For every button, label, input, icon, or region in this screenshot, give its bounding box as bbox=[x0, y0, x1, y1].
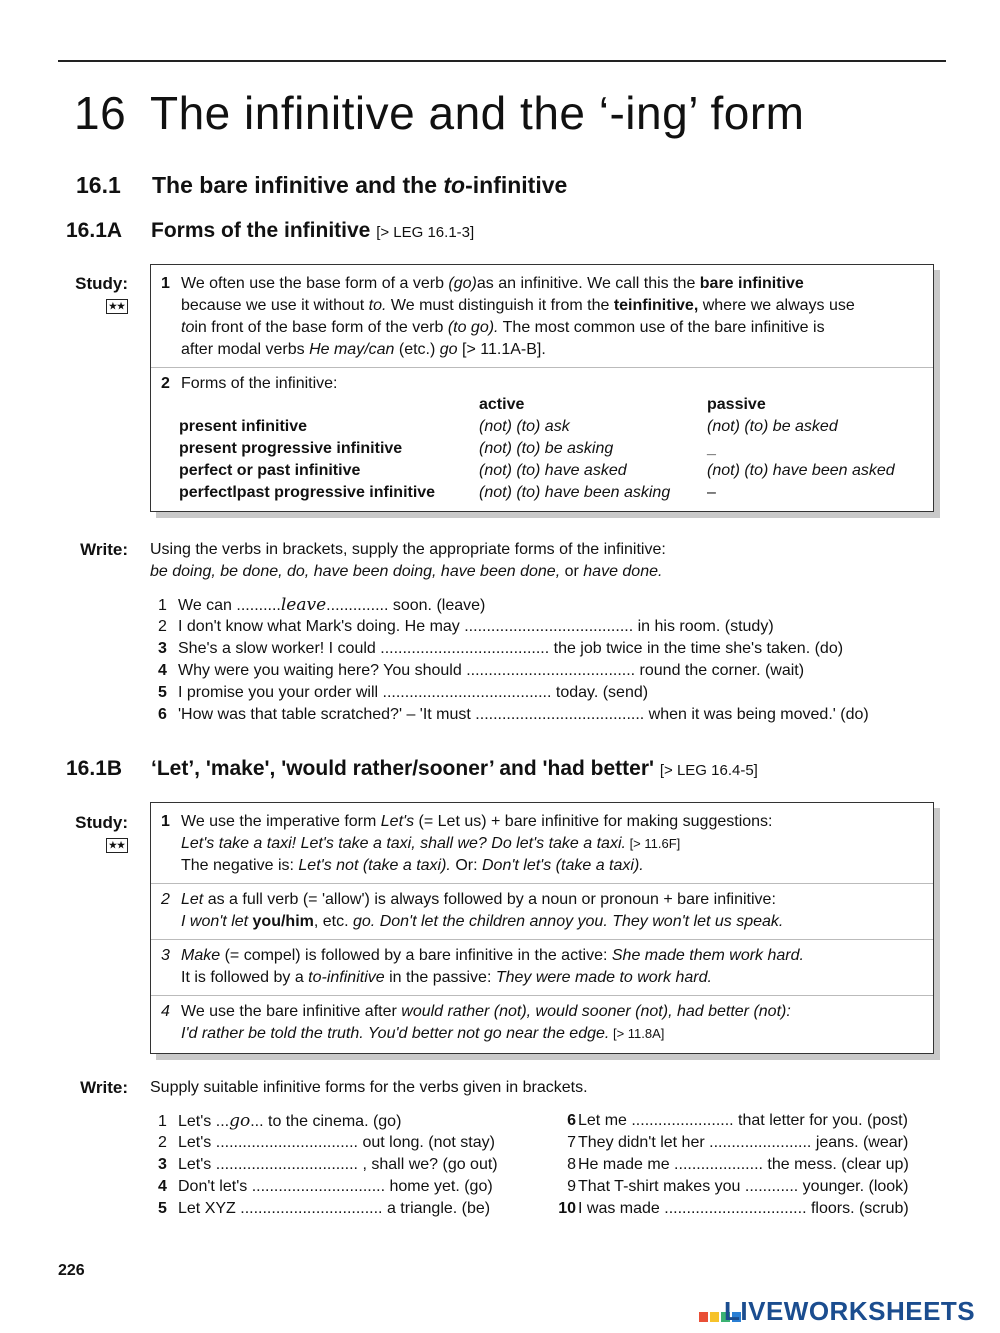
table-row bbox=[179, 418, 895, 440]
text: in front of the base form of the verb bbox=[194, 319, 448, 336]
exercise-a-item-2 bbox=[158, 616, 774, 638]
text: be doing, be done, do, have been doing, have been done, bbox=[150, 563, 561, 580]
form-active: (not) (to) be asking bbox=[479, 440, 614, 457]
item-number: 4 bbox=[158, 1178, 167, 1195]
form-passive: (not) (to) be asked bbox=[707, 418, 838, 435]
text: (etc.) bbox=[394, 341, 440, 358]
write-a-instruction: Using the verbs in brackets, supply the appropriate forms of the infinitive: bbox=[150, 541, 666, 558]
text: I won't let bbox=[181, 913, 253, 930]
text: I'd rather be told the truth. You'd better not go near the edge. bbox=[181, 1025, 610, 1042]
text: She made them work hard. bbox=[611, 947, 804, 964]
exercise-b-item-8 bbox=[548, 1154, 909, 1176]
study-a-p2-title bbox=[161, 373, 338, 395]
text: have done. bbox=[583, 563, 663, 580]
para-number: 4 bbox=[161, 1003, 170, 1020]
study-b-p2-line2 bbox=[181, 911, 783, 933]
subsection-a-title: Forms of the infinitive bbox=[151, 219, 371, 242]
form-name: present infinitive bbox=[179, 418, 308, 435]
section-title-end: -infinitive bbox=[465, 172, 568, 198]
exercise-a-item-5 bbox=[158, 682, 648, 704]
study-b-p2-line1 bbox=[161, 889, 776, 911]
item-text: I promise you your order will bbox=[178, 684, 383, 701]
answer-field[interactable]: ................................ bbox=[664, 1200, 807, 1217]
item-text: , shall we? (go out) bbox=[358, 1156, 498, 1173]
item-text: 'How was that table scratched?' – 'It must bbox=[178, 706, 476, 723]
exercise-b-item-10 bbox=[548, 1198, 909, 1220]
text: after modal verbs bbox=[181, 341, 310, 358]
write-b-instruction: Supply suitable infinitive forms for the verbs given in brackets. bbox=[150, 1079, 588, 1096]
study-b-p3-line2 bbox=[181, 967, 712, 989]
section-title: The bare infinitive and the bbox=[152, 172, 444, 198]
exercise-b-item-5 bbox=[158, 1198, 490, 1220]
answer-field[interactable]: ................................ bbox=[215, 1156, 358, 1173]
form-active: (not) (to) have asked bbox=[479, 462, 627, 479]
form-name: present progressive infinitive bbox=[179, 440, 403, 457]
item-number: 4 bbox=[158, 662, 167, 679]
study-a-p1-line2 bbox=[181, 295, 855, 317]
item-text: Why were you waiting here? You should bbox=[178, 662, 467, 679]
brand-name: LIVEWORKSHEETS bbox=[724, 1296, 976, 1326]
text: as a full verb (= 'allow') is always followed by a noun or pronoun + bare infinitive: bbox=[203, 891, 776, 908]
answer-dots: ... bbox=[250, 1113, 264, 1130]
text: [> 11.8A] bbox=[609, 1026, 665, 1041]
section-number: 16.1 bbox=[76, 172, 121, 198]
form-name: perfect or past infinitive bbox=[179, 462, 361, 479]
text: Let bbox=[181, 891, 204, 908]
answer-field[interactable]: ............ bbox=[744, 1178, 799, 1195]
text: to-infinitive bbox=[308, 969, 385, 986]
item-text: floors. (scrub) bbox=[806, 1200, 909, 1217]
text: as an infinitive. We call this the bbox=[476, 275, 700, 292]
item-text: younger. (look) bbox=[798, 1178, 909, 1195]
text: where we always use bbox=[698, 297, 855, 314]
section-title-to: to bbox=[443, 172, 466, 198]
item-number: 2 bbox=[158, 1134, 167, 1151]
item-number: 6 bbox=[158, 706, 167, 723]
exercise-b-item-7 bbox=[548, 1132, 908, 1154]
study-a-p1-line1 bbox=[161, 273, 804, 295]
item-text: We can bbox=[178, 597, 237, 614]
divider bbox=[151, 883, 933, 884]
item-text: I was made bbox=[578, 1200, 665, 1217]
text: to. bbox=[368, 297, 387, 314]
study-label-b: Study: bbox=[75, 813, 128, 832]
item-text: Let's bbox=[178, 1134, 216, 1151]
text: go. Don't let the children annoy you. They won't let us speak. bbox=[353, 913, 784, 930]
text: in the passive: bbox=[384, 969, 496, 986]
para-number: 1 bbox=[161, 813, 170, 830]
text: would rather (not), would sooner (not), had better (not): bbox=[401, 1003, 791, 1020]
study-box-b bbox=[150, 802, 934, 1054]
form-passive: – bbox=[707, 484, 716, 501]
answer-field[interactable]: go bbox=[229, 1111, 251, 1131]
item-text: today. (send) bbox=[551, 684, 649, 701]
top-rule bbox=[58, 60, 946, 62]
subsection-b-heading bbox=[66, 757, 758, 781]
item-text: a triangle. (be) bbox=[382, 1200, 491, 1217]
exercise-a-item-6 bbox=[158, 704, 869, 726]
text: (= Let us) + bare infinitive for making suggestions: bbox=[414, 813, 773, 830]
para-number: 1 bbox=[161, 275, 170, 292]
item-text: They didn't let her bbox=[578, 1134, 710, 1151]
text: It is followed by a bbox=[181, 969, 309, 986]
item-number: 6 bbox=[567, 1112, 576, 1129]
item-number: 9 bbox=[567, 1178, 576, 1195]
item-text: out long. (not stay) bbox=[358, 1134, 495, 1151]
answer-dots: ... bbox=[215, 1113, 230, 1130]
chapter-title bbox=[74, 86, 805, 140]
exercise-a-item-4 bbox=[158, 660, 804, 682]
para-number: 2 bbox=[161, 891, 170, 908]
divider bbox=[151, 995, 933, 996]
item-text: in his room. (study) bbox=[633, 618, 774, 635]
study-b-p3-line1 bbox=[161, 945, 804, 967]
item-text: That T-shirt makes you bbox=[578, 1178, 745, 1195]
text: bare infinitive bbox=[699, 275, 804, 292]
item-text: She's a slow worker! I could bbox=[178, 640, 381, 657]
form-active: (not) (to) have been asking bbox=[479, 484, 671, 501]
item-text: the job twice in the time she's taken. (do) bbox=[549, 640, 844, 657]
text: or bbox=[560, 563, 584, 580]
text: They were made to work hard. bbox=[495, 969, 712, 986]
infinitive-forms-table bbox=[179, 396, 895, 506]
form-active: (not) (to) ask bbox=[479, 418, 570, 435]
item-text: Don't let's bbox=[178, 1178, 252, 1195]
divider bbox=[151, 367, 933, 368]
text: teinfinitive, bbox=[613, 297, 699, 314]
text: The negative is: bbox=[181, 857, 299, 874]
subsection-b-ref: [> LEG 16.4-5] bbox=[659, 762, 758, 779]
study-b-p4-line1 bbox=[161, 1001, 791, 1023]
text: go bbox=[439, 341, 458, 358]
study-a-p1-line3 bbox=[181, 317, 825, 339]
item-number: 5 bbox=[158, 1200, 167, 1217]
study-b-p4-line2 bbox=[181, 1023, 664, 1045]
text: We use the bare infinitive after bbox=[181, 1003, 402, 1020]
write-label-a: Write: bbox=[80, 540, 128, 559]
subsection-a-ref: [> LEG 16.1-3] bbox=[376, 224, 475, 241]
answer-dots: .............. bbox=[326, 597, 389, 614]
chapter-number: 16 bbox=[74, 87, 127, 139]
item-text: Let XYZ bbox=[178, 1200, 241, 1217]
text: The most common use of the bare infinitive is bbox=[498, 319, 825, 336]
brand-logo[interactable] bbox=[698, 1296, 975, 1327]
answer-field[interactable]: ...................................... bbox=[475, 706, 645, 723]
text: Or: bbox=[450, 857, 482, 874]
item-number: 2 bbox=[158, 618, 167, 635]
item-number: 1 bbox=[158, 597, 167, 614]
study-b-p1-line1 bbox=[161, 811, 772, 833]
header-active: active bbox=[479, 396, 525, 413]
study-b-p1-line2 bbox=[181, 833, 680, 855]
item-text: Let's bbox=[178, 1113, 216, 1130]
item-text: round the corner. (wait) bbox=[635, 662, 805, 679]
subsection-a-number: 16.1A bbox=[66, 219, 123, 242]
chapter-title-text: The infinitive and the ‘-ing’ form bbox=[150, 87, 805, 139]
item-text: the mess. (clear up) bbox=[762, 1156, 909, 1173]
difficulty-stars-b: ★★ bbox=[106, 838, 128, 853]
item-number: 10 bbox=[558, 1200, 576, 1217]
answer-field[interactable]: ...................................... bbox=[466, 662, 636, 679]
exercise-b-item-3 bbox=[158, 1154, 498, 1176]
exercise-b-item-9 bbox=[548, 1176, 909, 1198]
item-text: to the cinema. (go) bbox=[263, 1113, 402, 1130]
text: to bbox=[181, 319, 195, 336]
section-heading bbox=[76, 172, 567, 199]
text: [> 11.1A-B]. bbox=[457, 341, 546, 358]
liveworksheets-icon bbox=[698, 1299, 720, 1323]
subsection-b-number: 16.1B bbox=[66, 757, 123, 780]
exercise-b-item-1 bbox=[158, 1110, 401, 1133]
text: Make bbox=[181, 947, 221, 964]
text: Don't let's (take a taxi). bbox=[481, 857, 644, 874]
para-number: 3 bbox=[161, 947, 170, 964]
text: you/him bbox=[252, 913, 314, 930]
text: because we use it without bbox=[181, 297, 369, 314]
answer-field[interactable]: ...................................... bbox=[382, 684, 552, 701]
write-a-instruction-verbs bbox=[150, 561, 662, 583]
form-name: perfectlpast progressive infinitive bbox=[179, 484, 436, 501]
item-text: that letter for you. (post) bbox=[733, 1112, 908, 1129]
study-box-a bbox=[150, 264, 934, 512]
divider bbox=[151, 939, 933, 940]
answer-field[interactable]: leave bbox=[280, 595, 327, 615]
item-text: home yet. (go) bbox=[385, 1178, 493, 1195]
text: , etc. bbox=[313, 913, 353, 930]
answer-field[interactable]: ....................... bbox=[709, 1134, 812, 1151]
header-empty bbox=[179, 396, 479, 418]
item-text: Let's bbox=[178, 1156, 216, 1173]
answer-field[interactable]: .................... bbox=[674, 1156, 763, 1173]
text: [> 11.6F] bbox=[625, 836, 681, 851]
exercise-b-item-2 bbox=[158, 1132, 495, 1154]
table-row bbox=[179, 484, 895, 506]
item-number: 8 bbox=[567, 1156, 576, 1173]
text: We must distinguish it from the bbox=[386, 297, 614, 314]
form-passive: _ bbox=[707, 440, 716, 457]
item-text: soon. (leave) bbox=[388, 597, 486, 614]
study-a-p1-line4 bbox=[181, 339, 546, 361]
item-text: Let me bbox=[578, 1112, 632, 1129]
answer-field[interactable]: ...................................... bbox=[464, 618, 634, 635]
table-header-row bbox=[179, 396, 895, 418]
form-passive: (not) (to) have been asked bbox=[707, 462, 895, 479]
table-row bbox=[179, 440, 895, 462]
answer-field[interactable]: ................................ bbox=[215, 1134, 358, 1151]
text: We use the imperative form bbox=[181, 813, 381, 830]
item-text: I don't know what Mark's doing. He may bbox=[178, 618, 465, 635]
text: Let's take a taxi! Let's take a taxi, shall we? Do let's take a taxi. bbox=[181, 835, 626, 852]
text: Let's not (take a taxi). bbox=[298, 857, 451, 874]
item-text: when it was being moved.' (do) bbox=[644, 706, 869, 723]
study-label-a: Study: bbox=[75, 274, 128, 293]
text: Forms of the infinitive: bbox=[181, 375, 338, 392]
exercise-a-item-1 bbox=[158, 594, 485, 617]
text: Let's bbox=[380, 813, 415, 830]
difficulty-stars-a: ★★ bbox=[106, 299, 128, 314]
exercise-b-item-4 bbox=[158, 1176, 493, 1198]
item-text: jeans. (wear) bbox=[811, 1134, 909, 1151]
exercise-a-item-3 bbox=[158, 638, 843, 660]
header-passive: passive bbox=[707, 396, 766, 413]
answer-dots: .......... bbox=[236, 597, 281, 614]
text: (go) bbox=[448, 275, 477, 292]
text: We often use the base form of a verb bbox=[181, 275, 449, 292]
item-number: 7 bbox=[567, 1134, 576, 1151]
write-label-b: Write: bbox=[80, 1078, 128, 1097]
para-number: 2 bbox=[161, 375, 170, 392]
item-number: 1 bbox=[158, 1113, 167, 1130]
table-row bbox=[179, 462, 895, 484]
page-number: 226 bbox=[58, 1262, 85, 1279]
answer-field[interactable]: ...................................... bbox=[380, 640, 550, 657]
item-number: 5 bbox=[158, 684, 167, 701]
answer-field[interactable]: ................................ bbox=[240, 1200, 383, 1217]
text: (= compel) is followed by a bare infinitive in the active: bbox=[220, 947, 612, 964]
subsection-b-title: ‘Let’, 'make', 'would rather/sooner’ and 'had better' bbox=[151, 757, 655, 780]
subsection-a-heading bbox=[66, 219, 474, 243]
study-b-p1-line3 bbox=[181, 855, 644, 877]
text: (to go). bbox=[447, 319, 499, 336]
answer-field[interactable]: .............................. bbox=[251, 1178, 386, 1195]
item-number: 3 bbox=[158, 640, 167, 657]
text: He may/can bbox=[309, 341, 395, 358]
answer-field[interactable]: ....................... bbox=[631, 1112, 734, 1129]
item-text: He made me bbox=[578, 1156, 675, 1173]
exercise-b-item-6 bbox=[548, 1110, 908, 1132]
item-number: 3 bbox=[158, 1156, 167, 1173]
